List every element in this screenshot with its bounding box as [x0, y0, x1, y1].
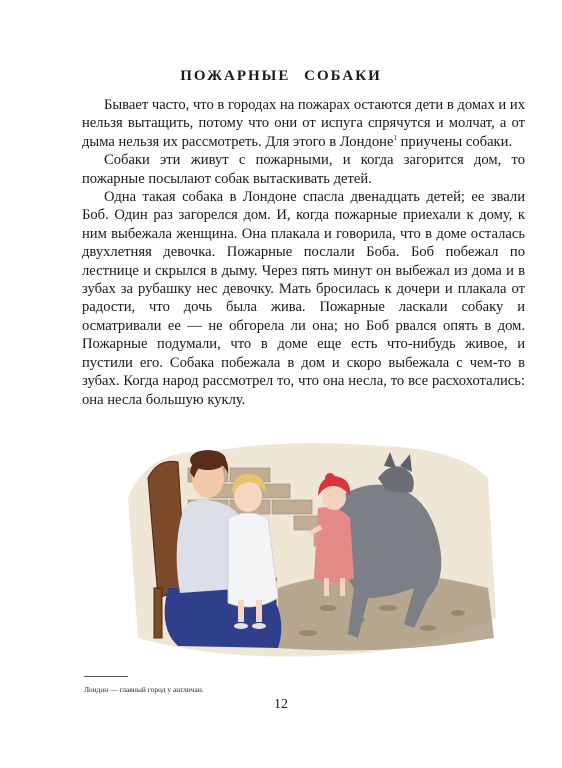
footnote-marker: 1 — [393, 133, 397, 142]
paragraph: Собаки эти живут с пожарными, и когда загорится дом, то пожарные посылают собак вытаскивать детей. — [82, 152, 525, 187]
story-text — [82, 96, 525, 409]
footnote-rule — [84, 676, 128, 677]
page-title: ПОЖАРНЫЕ СОБАКИ — [180, 68, 382, 84]
page-number: 12 — [274, 697, 288, 712]
paragraph: Одна такая собака в Лондоне спасла двенадцать детей; ее звали Боб. Один раз загорелся дом. И, когда пожарные приехали к дому, к ним выбежала женщина. Она плакала и говорила, что в доме осталась двухлетняя девочка. Пожарные послали Боба. Боб побежал по лестнице и скрылся в дыму. Через пять минут он выбежал из дома и в зубах за рубашку нес девочку. Мать бросилась к дочери и плакала от радости, что дочь была жива. Пожарные ласкали собаку и осматривали ее — не обгорела ли она; но Боб рвался опять в дом. Пожарные подумали, что в доме еще есть что-нибудь живое, и пустили его. Собака побежала в дом и скоро выбежала с чем-то в зубах. Когда народ рассмотрел то, что она несла, то все расхохотались: она несла большую куклу. — [82, 189, 525, 408]
paragraph: Бывает часто, что в городах на пожарах остаются дети в домах и их нельзя вытащить, потому что они от испуга спрячутся и молчат, а от дыма нельзя их рассмотреть. Для этого в Лондоне$^1$ приучены собаки. — [82, 97, 525, 150]
footnote-text: Лондон — главный город у англичан. — [84, 685, 204, 694]
illustration-mother-girl-dog-with-doll — [128, 438, 500, 660]
